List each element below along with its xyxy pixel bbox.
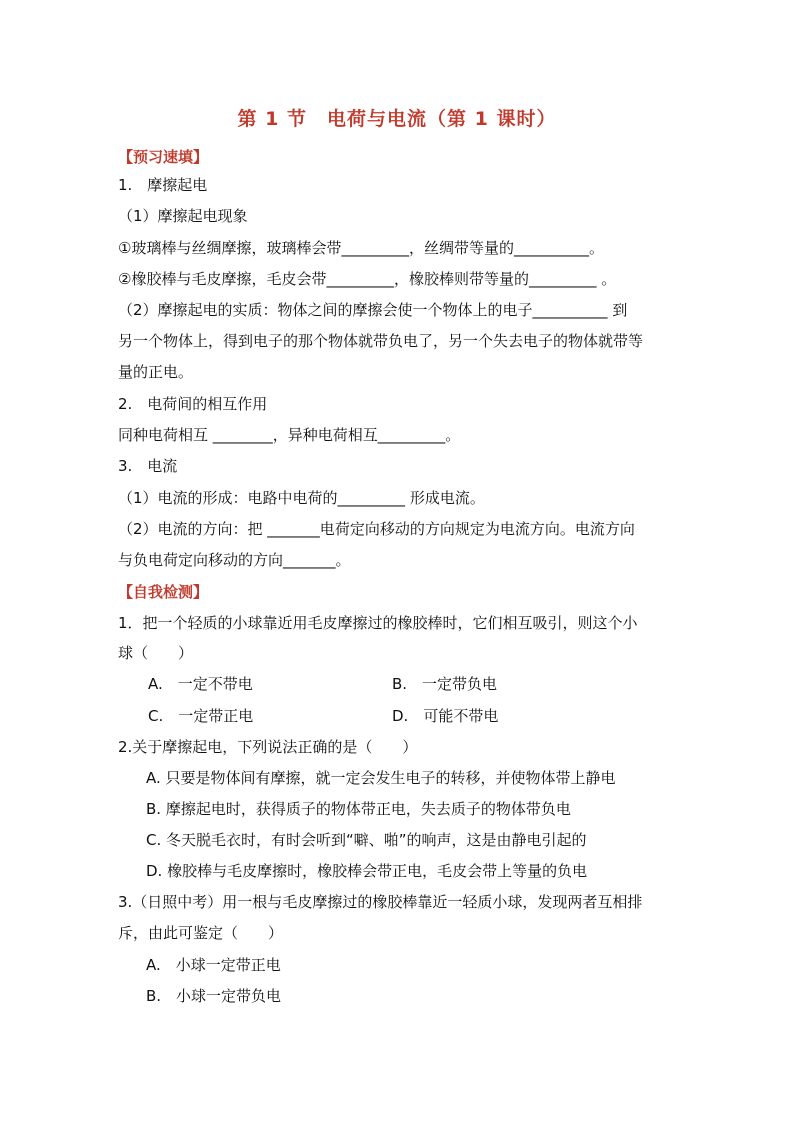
item3-question-2-line-1: （2）电流的方向：把 _______电荷定向移动的方向规定为电流方向。电流方向 bbox=[118, 520, 635, 538]
sc-q2-option-b: B. 摩擦起电时，获得质子的物体带正电，失去质子的物体带负电 bbox=[146, 800, 571, 818]
item3-question-1: （1）电流的形成：电路中电荷的_________ 形成电流。 bbox=[118, 489, 485, 507]
question-1: ①玻璃棒与丝绸摩擦，玻璃棒会带_________，丝绸带等量的__________。 bbox=[118, 239, 604, 257]
section-header-selfcheck: 【自我检测】 bbox=[118, 583, 209, 601]
sc-q1-option-a: A. 一定不带电 bbox=[148, 675, 253, 693]
sc-q1-option-c: C. 一定带正电 bbox=[148, 707, 254, 725]
sc-q3-option-a: A. 小球一定带正电 bbox=[146, 956, 281, 974]
sub2-line-1: （2）摩擦起电的实质：物体之间的摩擦会使一个物体上的电子__________ 到 bbox=[118, 301, 628, 319]
item3-title: 3. 电流 bbox=[118, 457, 178, 475]
sc-question-1-line-1: 1．把一个轻质的小球靠近用毛皮摩擦过的橡胶棒时，它们相互吸引，则这个小 bbox=[118, 614, 638, 632]
sub2-line-3: 量的正电。 bbox=[118, 363, 194, 381]
page-title: 第 1 节 电荷与电流（第 1 课时） bbox=[237, 108, 557, 130]
sc-question-3-line-2: 斥，由此可鉴定（ ） bbox=[118, 924, 284, 942]
sc-q2-option-d: D. 橡胶棒与毛皮摩擦时，橡胶棒会带正电，毛皮会带上等量的负电 bbox=[146, 862, 588, 880]
sc-q3-option-b: B. 小球一定带负电 bbox=[146, 987, 282, 1005]
sc-question-3-line-1: 3.（日照中考）用一根与毛皮摩擦过的橡胶棒靠近一轻质小球，发现两者互相排 bbox=[118, 893, 643, 911]
question-2: ②橡胶棒与毛皮摩擦，毛皮会带_________，橡胶棒则带等量的_________ 。 bbox=[118, 270, 617, 288]
sc-q1-option-b: B. 一定带负电 bbox=[392, 675, 498, 693]
sc-q2-option-c: C. 冬天脱毛衣时，有时会听到“噼、啪”的响声，这是由静电引起的 bbox=[146, 831, 587, 849]
item1-title: 1. 摩擦起电 bbox=[118, 176, 208, 194]
sc-question-1-line-2: 球（ ） bbox=[118, 644, 194, 662]
item2-question: 同种电荷相互 ________，异种电荷相互_________。 bbox=[118, 426, 461, 444]
sc-q2-option-a: A. 只要是物体间有摩擦，就一定会发生电子的转移，并使物体带上静电 bbox=[146, 769, 616, 787]
sub2-line-2: 另一个物体上，得到电子的那个物体就带负电了，另一个失去电子的物体就带等 bbox=[118, 332, 644, 350]
sc-question-2: 2.关于摩擦起电，下列说法正确的是（ ） bbox=[118, 738, 418, 756]
item2-title: 2. 电荷间的相互作用 bbox=[118, 395, 268, 413]
section-header-preview: 【预习速填】 bbox=[118, 148, 209, 166]
sub1-title: （1）摩擦起电现象 bbox=[118, 207, 248, 225]
sc-q1-option-d: D. 可能不带电 bbox=[392, 707, 499, 725]
item3-question-2-line-2: 与负电荷定向移动的方向_______。 bbox=[118, 551, 351, 569]
